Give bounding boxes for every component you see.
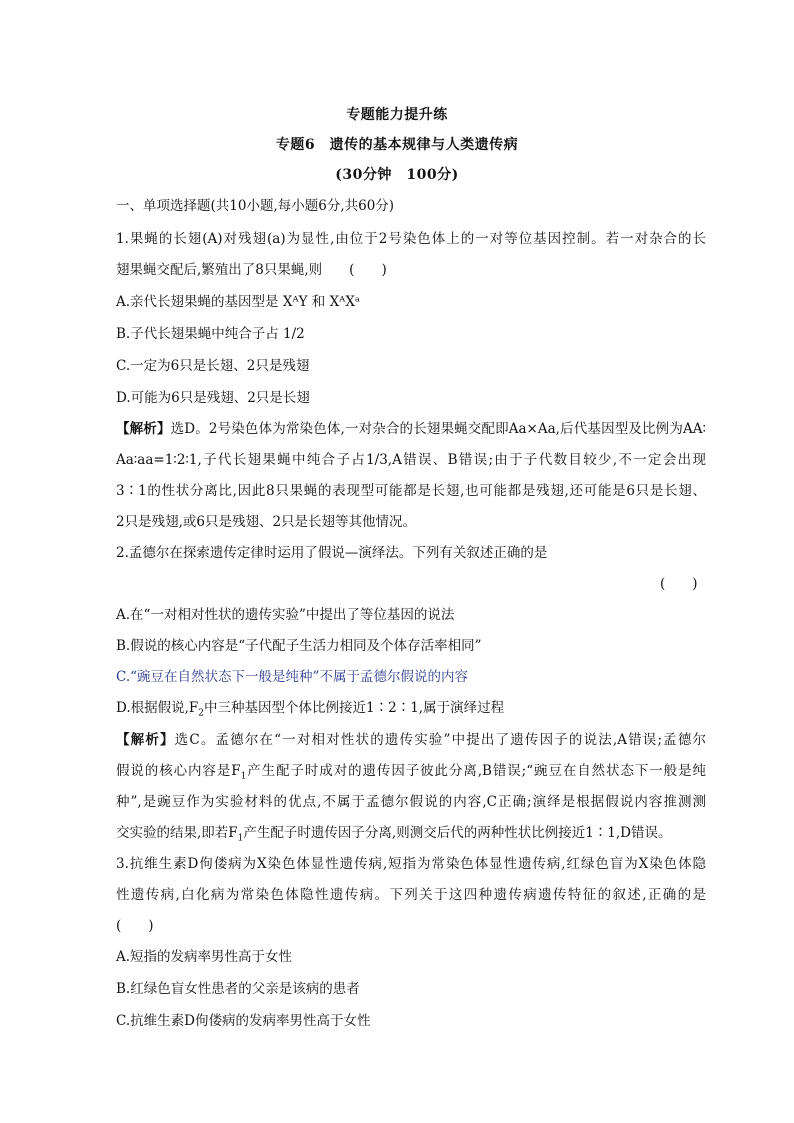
- q2-analysis-line2: 假说的核心内容是$F_1$产生配子时成对的遗传因子彼此分离,B错误;“豌豆在自然状态下一般是纯: [116, 763, 706, 782]
- q1-analysis-tag: 【解析】: [116, 421, 171, 437]
- q2-option-d: D.根据假说$,F_2$中三种基因型个体比例接近1∶2∶1,属于演绎过程: [116, 700, 505, 719]
- q2-stem-line1: 2.孟德尔在探索遗传定律时运用了假说—演绎法。下列有关叙述正确的是: [116, 545, 548, 561]
- q2-option-b: B.假说的核心内容是“子代配子生活力相同及个体存活率相同”: [116, 638, 482, 654]
- q1-analysis-line3: 3∶1的性状分离比,因此8只果蝇的表现型可能都是长翅,也可能都是残翅,还可能是6只是长翅、: [116, 483, 706, 499]
- subtitle: 专题6 遗传的基本规律与人类遗传病: [275, 137, 519, 153]
- q1-option-b: B.子代长翅果蝇中纯合子占 1/2: [116, 326, 305, 342]
- q2-analysis-line4: 交实验的结果,即若$F_1$产生配子时遗传因子分离,则测交后代的两种性状比例接近1∶1,D错误。: [116, 825, 672, 844]
- q1-analysis-line4: 2只是残翅,或6只是残翅、2只是长翅等其他情况。: [116, 514, 417, 530]
- main-title: 专题能力提升练: [346, 107, 448, 123]
- q3-option-b: B.红绿色盲女性患者的父亲是该病的患者: [116, 981, 360, 997]
- q3-answer-paren: ( ): [116, 918, 154, 934]
- q1-option-a: A.亲代长翅果蝇的基因型是 XᴬY 和 XᴬXᵃ: [116, 294, 361, 310]
- q2-analysis-line3: 种”,是豌豆作为实验材料的优点,不属于孟德尔假说的内容,C正确;演绎是根据假说内容推测测: [116, 794, 706, 810]
- section-heading: 一、单项选择题(共10小题,每小题6分,共60分): [116, 198, 395, 214]
- q1-option-c: C.一定为6只是长翅、2只是残翅: [116, 358, 310, 374]
- q3-option-a: A.短指的发病率男性高于女性: [116, 949, 293, 965]
- q1-stem-line1: 1.果蝇的长翅(A)对残翅(a)为显性,由位于2号染色体上的一对等位基因控制。若一对杂合的长: [116, 231, 706, 247]
- time-score: (30分钟 100分): [335, 167, 459, 183]
- q2-analysis-tag: 【解析】: [116, 732, 175, 748]
- q3-option-c: C.抗维生素D佝偻病的发病率男性高于女性: [116, 1013, 371, 1029]
- q2-answer-paren: ( ): [660, 576, 698, 592]
- q1-option-d: D.可能为6只是残翅、2只是长翅: [116, 390, 310, 406]
- q3-stem-line1: 3.抗维生素D佝偻病为X染色体显性遗传病,短指为常染色体显性遗传病,红绿色盲为X染色体隐: [116, 856, 706, 872]
- q2-option-a: A.在“一对相对性状的遗传实验”中提出了等位基因的说法: [116, 607, 455, 623]
- q3-stem-line2: 性遗传病,白化病为常染色体隐性遗传病。下列关于这四种遗传病遗传特征的叙述,正确的是: [116, 887, 706, 903]
- q2-option-c: C.“豌豆在自然状态下一般是纯种”不属于孟德尔假说的内容: [116, 669, 468, 685]
- q1-analysis-line1: 【解析】选D。2号染色体为常染色体,一对杂合的长翅果蝇交配即Aa×Aa,后代基因型及比例为AA∶: [116, 421, 706, 437]
- q1-analysis-line2: Aa∶aa=1∶2∶1,子代长翅果蝇中纯合子占1/3,A错误、B错误;由于子代数目较少,不一定会出现: [116, 452, 706, 468]
- q1-stem-line2: 翅果蝇交配后,繁殖出了8只果蝇,则 ( ): [116, 262, 387, 278]
- q2-analysis-line1: 【解析】选C。孟德尔在“一对相对性状的遗传实验”中提出了遗传因子的说法,A错误;孟德尔: [116, 732, 706, 748]
